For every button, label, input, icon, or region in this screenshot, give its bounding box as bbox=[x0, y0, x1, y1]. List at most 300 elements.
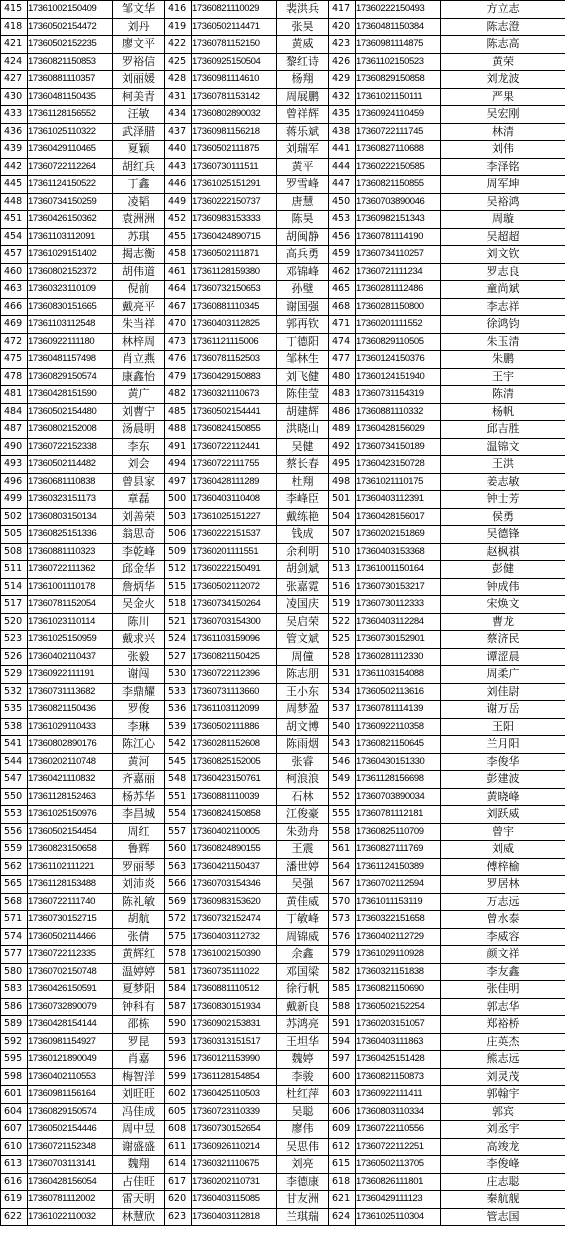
exam-id-cell: 17360201111552 bbox=[356, 316, 441, 334]
name-cell: 李威容 bbox=[441, 928, 565, 946]
exam-id-cell: 17360981114875 bbox=[356, 36, 441, 54]
name-cell: 占佳旺 bbox=[113, 1173, 165, 1191]
table-row bbox=[1, 963, 565, 981]
name-cell: 方立志 bbox=[441, 1, 565, 19]
exam-id-cell: 17360824150858 bbox=[192, 806, 277, 824]
exam-id-cell: 17360323110109 bbox=[28, 281, 113, 299]
seq-cell: 504 bbox=[329, 508, 356, 526]
name-cell: 罗雪峰 bbox=[277, 176, 329, 194]
seq-cell: 598 bbox=[1, 1068, 28, 1086]
table-row bbox=[1, 561, 565, 579]
name-cell: 戴求兴 bbox=[113, 631, 165, 649]
exam-id-cell: 17360402110005 bbox=[192, 823, 277, 841]
seq-cell: 581 bbox=[165, 963, 192, 981]
name-cell: 曹龙 bbox=[441, 613, 565, 631]
name-cell: 冯佳成 bbox=[113, 1103, 165, 1121]
exam-id-cell: 17360502154480 bbox=[28, 403, 113, 421]
exam-id-cell: 17361103159096 bbox=[192, 631, 277, 649]
name-cell: 刘伟 bbox=[441, 141, 565, 159]
name-cell: 曾宇 bbox=[441, 823, 565, 841]
seq-cell: 490 bbox=[1, 438, 28, 456]
seq-cell: 448 bbox=[1, 193, 28, 211]
name-cell: 魏婷 bbox=[277, 1051, 329, 1069]
seq-cell: 502 bbox=[1, 508, 28, 526]
table-row bbox=[1, 473, 565, 491]
exam-id-cell: 17360502114466 bbox=[28, 928, 113, 946]
exam-id-cell: 17360124150376 bbox=[356, 351, 441, 369]
exam-id-cell: 17360421110832 bbox=[28, 771, 113, 789]
seq-cell: 606 bbox=[329, 1103, 356, 1121]
name-cell: 陈志高 bbox=[441, 36, 565, 54]
table-row bbox=[1, 421, 565, 439]
exam-id-cell: 17360402112729 bbox=[356, 928, 441, 946]
seq-cell: 443 bbox=[165, 158, 192, 176]
exam-id-cell: 17360732152474 bbox=[192, 911, 277, 929]
exam-id-cell: 17360202110748 bbox=[28, 753, 113, 771]
seq-cell: 511 bbox=[1, 561, 28, 579]
seq-cell: 521 bbox=[165, 613, 192, 631]
seq-cell: 439 bbox=[1, 141, 28, 159]
name-cell: 李友鑫 bbox=[441, 963, 565, 981]
exam-id-cell: 17360222151537 bbox=[192, 526, 277, 544]
exam-id-cell: 17360403153368 bbox=[356, 543, 441, 561]
seq-cell: 460 bbox=[1, 263, 28, 281]
seq-cell: 508 bbox=[1, 543, 28, 561]
exam-id-cell: 17360502111886 bbox=[192, 718, 277, 736]
seq-cell: 501 bbox=[329, 491, 356, 509]
seq-cell: 574 bbox=[1, 928, 28, 946]
exam-id-cell: 17360281150800 bbox=[356, 298, 441, 316]
table-row bbox=[1, 911, 565, 929]
name-cell: 朱劲舟 bbox=[277, 823, 329, 841]
name-cell: 周锦威 bbox=[277, 928, 329, 946]
name-cell: 袁洲洲 bbox=[113, 211, 165, 229]
name-cell: 康鑫怡 bbox=[113, 368, 165, 386]
exam-id-cell: 17360201111551 bbox=[192, 543, 277, 561]
seq-cell: 618 bbox=[329, 1173, 356, 1191]
seq-cell: 622 bbox=[1, 1208, 28, 1226]
exam-id-cell: 17360730111511 bbox=[192, 158, 277, 176]
name-cell: 蒋乐斌 bbox=[277, 123, 329, 141]
name-cell: 高竣龙 bbox=[441, 1138, 565, 1156]
name-cell: 郭志华 bbox=[441, 998, 565, 1016]
name-cell: 高兵勇 bbox=[277, 246, 329, 264]
exam-id-cell: 17360202110731 bbox=[192, 1173, 277, 1191]
exam-id-cell: 17361128156698 bbox=[356, 771, 441, 789]
table-row bbox=[1, 368, 565, 386]
seq-cell: 583 bbox=[1, 981, 28, 999]
seq-cell: 462 bbox=[329, 263, 356, 281]
seq-cell: 470 bbox=[165, 316, 192, 334]
table-row bbox=[1, 281, 565, 299]
seq-cell: 564 bbox=[329, 858, 356, 876]
exam-id-cell: 17360502111871 bbox=[192, 246, 277, 264]
name-cell: 李志祥 bbox=[441, 298, 565, 316]
seq-cell: 472 bbox=[1, 333, 28, 351]
exam-id-cell: 17360730152654 bbox=[192, 1121, 277, 1139]
exam-id-cell: 17361103112091 bbox=[28, 228, 113, 246]
name-cell: 丁敏峰 bbox=[277, 911, 329, 929]
seq-cell: 575 bbox=[165, 928, 192, 946]
seq-cell: 608 bbox=[165, 1121, 192, 1139]
exam-id-cell: 17360222150491 bbox=[192, 561, 277, 579]
name-cell: 胡建辉 bbox=[277, 403, 329, 421]
seq-cell: 556 bbox=[1, 823, 28, 841]
table-row bbox=[1, 1086, 565, 1104]
name-cell: 刘灵茂 bbox=[441, 1068, 565, 1086]
exam-id-cell: 17360423150728 bbox=[356, 456, 441, 474]
table-row bbox=[1, 683, 565, 701]
name-cell: 刘龙波 bbox=[441, 71, 565, 89]
name-cell: 夏颖 bbox=[113, 141, 165, 159]
name-cell: 廖伟 bbox=[277, 1121, 329, 1139]
seq-cell: 429 bbox=[329, 71, 356, 89]
seq-cell: 604 bbox=[1, 1103, 28, 1121]
name-cell: 刘沛炎 bbox=[113, 876, 165, 894]
exam-id-cell: 17360881110332 bbox=[356, 403, 441, 421]
seq-cell: 534 bbox=[329, 683, 356, 701]
seq-cell: 526 bbox=[1, 648, 28, 666]
seq-cell: 445 bbox=[1, 176, 28, 194]
seq-cell: 468 bbox=[329, 298, 356, 316]
seq-cell: 449 bbox=[165, 193, 192, 211]
exam-id-cell: 17360426150362 bbox=[28, 211, 113, 229]
seq-cell: 596 bbox=[165, 1051, 192, 1069]
exam-id-cell: 17360502113705 bbox=[356, 1156, 441, 1174]
table-row bbox=[1, 351, 565, 369]
name-cell: 温锦文 bbox=[441, 438, 565, 456]
seq-cell: 563 bbox=[165, 858, 192, 876]
name-cell: 邓国梁 bbox=[277, 963, 329, 981]
name-cell: 陈礼敏 bbox=[113, 893, 165, 911]
name-cell: 柯浪浪 bbox=[277, 771, 329, 789]
name-cell: 章磊 bbox=[113, 491, 165, 509]
name-cell: 黄平 bbox=[277, 158, 329, 176]
seq-cell: 485 bbox=[165, 403, 192, 421]
exam-id-cell: 17360124151940 bbox=[356, 368, 441, 386]
name-cell: 周柔广 bbox=[441, 666, 565, 684]
name-cell: 邹林生 bbox=[277, 351, 329, 369]
name-cell: 刘丹 bbox=[113, 18, 165, 36]
name-cell: 吴健 bbox=[277, 438, 329, 456]
name-cell: 黄佳威 bbox=[277, 893, 329, 911]
seq-cell: 506 bbox=[165, 526, 192, 544]
exam-id-cell: 17360222150493 bbox=[356, 1, 441, 19]
seq-cell: 523 bbox=[1, 631, 28, 649]
exam-id-cell: 17360722152338 bbox=[28, 438, 113, 456]
exam-id-cell: 17360703890046 bbox=[356, 193, 441, 211]
name-cell: 张睿 bbox=[277, 753, 329, 771]
exam-id-cell: 17360429150883 bbox=[192, 368, 277, 386]
name-cell: 李俊峰 bbox=[441, 1156, 565, 1174]
seq-cell: 499 bbox=[1, 491, 28, 509]
exam-id-cell: 17361029110928 bbox=[356, 946, 441, 964]
exam-id-cell: 17360502152235 bbox=[28, 36, 113, 54]
seq-cell: 463 bbox=[1, 281, 28, 299]
name-cell: 戴新良 bbox=[277, 998, 329, 1016]
exam-id-cell: 17360421150437 bbox=[192, 858, 277, 876]
table-row bbox=[1, 648, 565, 666]
seq-cell: 548 bbox=[165, 771, 192, 789]
table-row bbox=[1, 841, 565, 859]
table-row bbox=[1, 1103, 565, 1121]
seq-cell: 431 bbox=[165, 88, 192, 106]
exam-id-cell: 17360732890079 bbox=[28, 998, 113, 1016]
exam-id-cell: 17360730153217 bbox=[356, 578, 441, 596]
name-cell: 李鼎耀 bbox=[113, 683, 165, 701]
name-cell: 唐慧 bbox=[277, 193, 329, 211]
seq-cell: 591 bbox=[329, 1016, 356, 1034]
name-cell: 杜翔 bbox=[277, 473, 329, 491]
seq-cell: 579 bbox=[329, 946, 356, 964]
exam-id-cell: 17361103112099 bbox=[192, 701, 277, 719]
seq-cell: 531 bbox=[329, 666, 356, 684]
table-row bbox=[1, 1121, 565, 1139]
table-row bbox=[1, 753, 565, 771]
table-row bbox=[1, 1016, 565, 1034]
name-cell: 黄荣 bbox=[441, 53, 565, 71]
exam-id-cell: 17360829110505 bbox=[356, 333, 441, 351]
table-row bbox=[1, 1033, 565, 1051]
seq-cell: 586 bbox=[1, 998, 28, 1016]
table-row bbox=[1, 141, 565, 159]
name-cell: 倪前 bbox=[113, 281, 165, 299]
exam-id-cell: 17360722112264 bbox=[28, 158, 113, 176]
name-cell: 周军坤 bbox=[441, 176, 565, 194]
exam-id-cell: 17360829150574 bbox=[28, 368, 113, 386]
exam-id-cell: 17360429111123 bbox=[356, 1191, 441, 1209]
exam-id-cell: 17360734150189 bbox=[356, 438, 441, 456]
exam-id-cell: 17360824150855 bbox=[192, 421, 277, 439]
name-cell: 张昊 bbox=[277, 18, 329, 36]
exam-id-cell: 17360323151173 bbox=[28, 491, 113, 509]
name-cell: 柯美青 bbox=[113, 88, 165, 106]
name-cell: 李泽铭 bbox=[441, 158, 565, 176]
name-cell: 汪敏 bbox=[113, 106, 165, 124]
seq-cell: 461 bbox=[165, 263, 192, 281]
exam-id-cell: 17360428151590 bbox=[28, 386, 113, 404]
name-cell: 揭志衡 bbox=[113, 246, 165, 264]
seq-cell: 592 bbox=[1, 1033, 28, 1051]
name-cell: 刘丽媛 bbox=[113, 71, 165, 89]
table-row bbox=[1, 666, 565, 684]
seq-cell: 453 bbox=[329, 211, 356, 229]
table-row bbox=[1, 316, 565, 334]
exam-id-cell: 17360722111740 bbox=[28, 893, 113, 911]
seq-cell: 573 bbox=[329, 911, 356, 929]
exam-id-cell: 17361025151291 bbox=[192, 176, 277, 194]
name-cell: 胡航 bbox=[113, 911, 165, 929]
table-row bbox=[1, 893, 565, 911]
table-row bbox=[1, 88, 565, 106]
name-cell: 陈雨烟 bbox=[277, 736, 329, 754]
exam-id-cell: 17360723110339 bbox=[192, 1103, 277, 1121]
seq-cell: 612 bbox=[329, 1138, 356, 1156]
seq-cell: 550 bbox=[1, 788, 28, 806]
seq-cell: 454 bbox=[1, 228, 28, 246]
name-cell: 秦航舰 bbox=[441, 1191, 565, 1209]
exam-id-cell: 17360825152005 bbox=[192, 753, 277, 771]
seq-cell: 552 bbox=[329, 788, 356, 806]
seq-cell: 595 bbox=[1, 1051, 28, 1069]
name-cell: 徐行帆 bbox=[277, 981, 329, 999]
table-row bbox=[1, 246, 565, 264]
seq-cell: 442 bbox=[1, 158, 28, 176]
exam-id-cell: 17360722111755 bbox=[192, 456, 277, 474]
exam-id-cell: 17360730152901 bbox=[356, 631, 441, 649]
name-cell: 石林 bbox=[277, 788, 329, 806]
name-cell: 洪晓山 bbox=[277, 421, 329, 439]
seq-cell: 580 bbox=[1, 963, 28, 981]
seq-cell: 587 bbox=[165, 998, 192, 1016]
seq-cell: 436 bbox=[1, 123, 28, 141]
seq-cell: 547 bbox=[1, 771, 28, 789]
name-cell: 温婷婷 bbox=[113, 963, 165, 981]
name-cell: 李东 bbox=[113, 438, 165, 456]
name-cell: 黄威 bbox=[277, 36, 329, 54]
exam-id-cell: 17360703890034 bbox=[356, 788, 441, 806]
exam-id-cell: 17360502114471 bbox=[192, 18, 277, 36]
name-cell: 黄广 bbox=[113, 386, 165, 404]
name-cell: 刘曹宁 bbox=[113, 403, 165, 421]
seq-cell: 594 bbox=[329, 1033, 356, 1051]
exam-id-cell: 17360403112732 bbox=[192, 928, 277, 946]
name-cell: 郭翰宇 bbox=[441, 1086, 565, 1104]
seq-cell: 544 bbox=[1, 753, 28, 771]
seq-cell: 535 bbox=[1, 701, 28, 719]
exam-id-cell: 17361029151402 bbox=[28, 246, 113, 264]
exam-id-cell: 17361001110178 bbox=[28, 578, 113, 596]
seq-cell: 576 bbox=[329, 928, 356, 946]
exam-id-cell: 17360825151336 bbox=[28, 526, 113, 544]
exam-id-cell: 17360825110709 bbox=[356, 823, 441, 841]
seq-cell: 599 bbox=[165, 1068, 192, 1086]
exam-id-cell: 17361121115006 bbox=[192, 333, 277, 351]
seq-cell: 467 bbox=[165, 298, 192, 316]
name-cell: 梅智洋 bbox=[113, 1068, 165, 1086]
exam-id-cell: 17360821150645 bbox=[356, 736, 441, 754]
seq-cell: 455 bbox=[165, 228, 192, 246]
exam-id-cell: 17360403112391 bbox=[356, 491, 441, 509]
seq-cell: 464 bbox=[165, 281, 192, 299]
exam-id-cell: 17360202151869 bbox=[356, 526, 441, 544]
seq-cell: 615 bbox=[329, 1156, 356, 1174]
exam-id-cell: 17360922111191 bbox=[28, 666, 113, 684]
name-cell: 吴启荣 bbox=[277, 613, 329, 631]
name-cell: 曾祥辉 bbox=[277, 106, 329, 124]
table-row bbox=[1, 596, 565, 614]
exam-id-cell: 17360402110553 bbox=[28, 1068, 113, 1086]
seq-cell: 430 bbox=[1, 88, 28, 106]
name-cell: 蔡济民 bbox=[441, 631, 565, 649]
table-row bbox=[1, 1051, 565, 1069]
seq-cell: 510 bbox=[329, 543, 356, 561]
name-cell: 林清 bbox=[441, 123, 565, 141]
name-cell: 凌国庆 bbox=[277, 596, 329, 614]
exam-id-cell: 17360830151665 bbox=[28, 298, 113, 316]
name-cell: 王洪 bbox=[441, 456, 565, 474]
name-cell: 钱成 bbox=[277, 526, 329, 544]
exam-id-cell: 17360781114190 bbox=[356, 228, 441, 246]
exam-id-cell: 17360734150259 bbox=[28, 193, 113, 211]
exam-id-cell: 17360703113141 bbox=[28, 1156, 113, 1174]
table-row bbox=[1, 788, 565, 806]
exam-id-cell: 17360827110688 bbox=[356, 141, 441, 159]
seq-cell: 458 bbox=[165, 246, 192, 264]
seq-cell: 613 bbox=[1, 1156, 28, 1174]
seq-cell: 421 bbox=[1, 36, 28, 54]
seq-cell: 484 bbox=[1, 403, 28, 421]
exam-id-cell: 17360502154441 bbox=[192, 403, 277, 421]
seq-cell: 482 bbox=[165, 386, 192, 404]
seq-cell: 487 bbox=[1, 421, 28, 439]
name-cell: 严果 bbox=[441, 88, 565, 106]
exam-id-cell: 17360821150690 bbox=[356, 981, 441, 999]
exam-id-cell: 17360881110323 bbox=[28, 543, 113, 561]
exam-id-cell: 17360403110408 bbox=[192, 491, 277, 509]
seq-cell: 476 bbox=[165, 351, 192, 369]
exam-id-cell: 17360981114610 bbox=[192, 71, 277, 89]
name-cell: 陈志朋 bbox=[277, 666, 329, 684]
table-row bbox=[1, 18, 565, 36]
name-cell: 胡红兵 bbox=[113, 158, 165, 176]
name-cell: 肖立燕 bbox=[113, 351, 165, 369]
seq-cell: 577 bbox=[1, 946, 28, 964]
table-row bbox=[1, 823, 565, 841]
exam-id-cell: 17360781152150 bbox=[192, 36, 277, 54]
seq-cell: 565 bbox=[1, 876, 28, 894]
seq-cell: 513 bbox=[329, 561, 356, 579]
seq-cell: 471 bbox=[329, 316, 356, 334]
name-cell: 罗俊 bbox=[113, 701, 165, 719]
table-row bbox=[1, 386, 565, 404]
table-row bbox=[1, 403, 565, 421]
exam-id-cell: 17360121890049 bbox=[28, 1051, 113, 1069]
name-cell: 夏梦阳 bbox=[113, 981, 165, 999]
table-row bbox=[1, 508, 565, 526]
name-cell: 林梓周 bbox=[113, 333, 165, 351]
name-cell: 潘世婷 bbox=[277, 858, 329, 876]
exam-id-cell: 17360730152715 bbox=[28, 911, 113, 929]
exam-id-cell: 17361021110175 bbox=[356, 473, 441, 491]
exam-id-cell: 17360925150504 bbox=[192, 53, 277, 71]
exam-id-cell: 17361029110433 bbox=[28, 718, 113, 736]
name-cell: 庄英杰 bbox=[441, 1033, 565, 1051]
name-cell: 张嘉霓 bbox=[277, 578, 329, 596]
table-row bbox=[1, 806, 565, 824]
seq-cell: 620 bbox=[165, 1191, 192, 1209]
seq-cell: 433 bbox=[1, 106, 28, 124]
exam-id-cell: 17360881110345 bbox=[192, 298, 277, 316]
name-cell: 郭宾 bbox=[441, 1103, 565, 1121]
seq-cell: 515 bbox=[165, 578, 192, 596]
exam-id-cell: 17360703154300 bbox=[192, 613, 277, 631]
seq-cell: 446 bbox=[165, 176, 192, 194]
name-cell: 孙璧 bbox=[277, 281, 329, 299]
exam-id-cell: 17360781152054 bbox=[28, 596, 113, 614]
exam-id-cell: 17360502111875 bbox=[192, 141, 277, 159]
seq-cell: 617 bbox=[165, 1173, 192, 1191]
exam-id-cell: 17360321110675 bbox=[192, 1156, 277, 1174]
name-cell: 刘善荣 bbox=[113, 508, 165, 526]
name-cell: 赵枫祺 bbox=[441, 543, 565, 561]
exam-id-cell: 17360423150761 bbox=[192, 771, 277, 789]
name-cell: 兰月阳 bbox=[441, 736, 565, 754]
name-cell: 刘文钦 bbox=[441, 246, 565, 264]
seq-cell: 589 bbox=[1, 1016, 28, 1034]
exam-id-cell: 17360922111180 bbox=[28, 333, 113, 351]
seq-cell: 541 bbox=[1, 736, 28, 754]
